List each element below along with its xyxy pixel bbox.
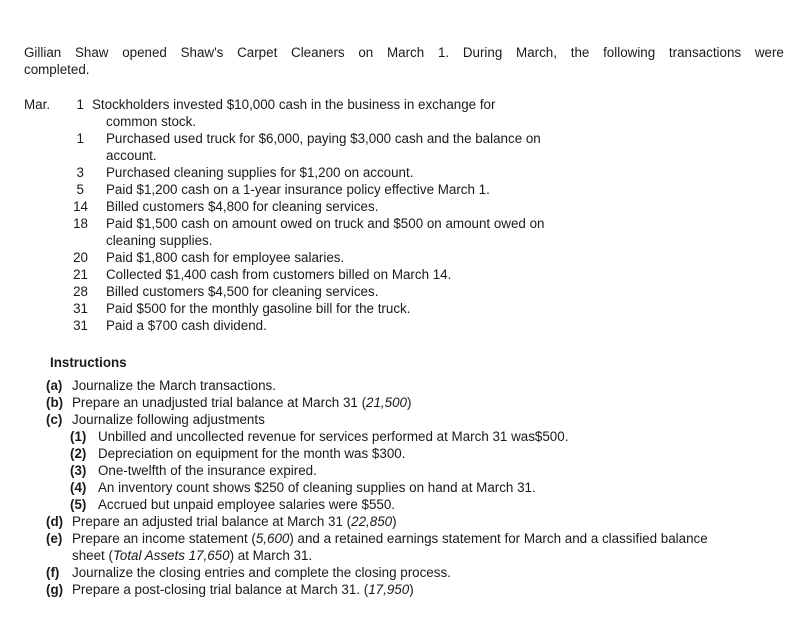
- adjustment-item: [50, 462, 317, 479]
- transaction-day: 21: [73, 267, 88, 282]
- intro-word: 1.: [437, 45, 450, 60]
- adjustment-label: (1): [70, 429, 87, 444]
- answer-hint: 17,950: [368, 582, 410, 597]
- adjustment-text: One-twelfth of the insurance expired.: [98, 463, 317, 478]
- instruction-label: (f): [46, 565, 60, 580]
- intro-word: were: [754, 45, 784, 60]
- instruction-text: Prepare a post-closing trial balance at March 31. (17,950): [72, 582, 414, 597]
- instruction-b: [46, 394, 412, 411]
- intro-word: following: [603, 45, 656, 60]
- transaction-day: 5: [76, 182, 84, 197]
- instruction-label: (a): [46, 378, 63, 393]
- transaction-day: 18: [73, 216, 88, 231]
- intro-word: March: [387, 45, 425, 60]
- intro-word: During: [462, 45, 503, 60]
- adjustment-label: (3): [70, 463, 87, 478]
- instruction-label: (d): [46, 514, 64, 529]
- instruction-text: Prepare an unadjusted trial balance at March 31 (21,500): [72, 395, 412, 410]
- instruction-text: sheet (Total Assets 17,650) at March 31.: [72, 548, 313, 563]
- adjustment-label: (4): [70, 480, 87, 495]
- intro-word: on: [358, 45, 374, 60]
- intro-word: Gillian: [24, 45, 62, 60]
- adjustments-list: [50, 428, 569, 513]
- instruction-text: Prepare an income statement (5,600) and a retained earnings statement for March and a classified balance: [72, 531, 708, 546]
- intro-word: Shaw's: [180, 45, 224, 60]
- instruction-label: (b): [46, 395, 64, 410]
- transaction-text: Paid a $700 cash dividend.: [106, 318, 267, 333]
- intro-word: Carpet: [237, 45, 278, 60]
- transaction-text: Paid $1,800 cash for employee salaries.: [106, 250, 345, 265]
- instruction-text: Prepare an adjusted trial balance at March 31 (22,850): [72, 514, 397, 529]
- transaction-text: Purchased used truck for $6,000, paying $3,000 cash and the balance on: [106, 131, 541, 146]
- instruction-f: [46, 564, 451, 581]
- adjustment-item: [50, 445, 406, 462]
- adjustment-item: [50, 496, 396, 513]
- instruction-a: [46, 377, 276, 394]
- instruction-text: Journalize the closing entries and complete the closing process.: [72, 565, 451, 580]
- adjustment-text: Accrued but unpaid employee salaries were $550.: [98, 497, 396, 512]
- instruction-text: Journalize following adjustments: [72, 412, 265, 427]
- instructions-section: [46, 354, 708, 598]
- answer-hint: 21,500: [366, 395, 407, 410]
- instruction-label: (c): [46, 412, 63, 427]
- transaction-day: 31: [73, 301, 88, 316]
- transaction-text: Billed customers $4,800 for cleaning services.: [106, 199, 379, 214]
- instruction-text: Journalize the March transactions.: [72, 378, 276, 393]
- transaction-text: Billed customers $4,500 for cleaning services.: [106, 284, 379, 299]
- adjustment-item: [50, 428, 569, 445]
- intro-word: March,: [516, 45, 557, 60]
- transaction-day: 3: [76, 165, 84, 180]
- transaction-text: Stockholders invested $10,000 cash in the business in exchange for: [92, 97, 496, 112]
- instruction-c: [46, 411, 265, 428]
- answer-hint: 22,850: [351, 514, 393, 529]
- transaction-text: common stock.: [106, 114, 197, 129]
- transaction-text: account.: [106, 148, 157, 163]
- problem-intro: [24, 44, 784, 78]
- adjustment-text: Depreciation on equipment for the month was $300.: [98, 446, 406, 461]
- transaction-text: Paid $1,500 cash on amount owed on truck and $500 on amount owed on: [106, 216, 545, 231]
- transaction-day: 31: [73, 318, 88, 333]
- instructions-heading: Instructions: [50, 355, 127, 370]
- adjustment-label: (5): [70, 497, 87, 512]
- adjustment-label: (2): [70, 446, 87, 461]
- adjustment-text: Unbilled and uncollected revenue for services performed at March 31 was$500.: [98, 429, 569, 444]
- adjustment-text: An inventory count shows $250 of cleaning supplies on hand at March 31.: [98, 480, 536, 495]
- transaction-text: cleaning supplies.: [106, 233, 213, 248]
- answer-hint: Total Assets 17,650: [112, 548, 230, 563]
- instruction-d: [46, 513, 397, 530]
- instruction-g: [46, 581, 414, 598]
- intro-word: Cleaners: [291, 45, 345, 60]
- instruction-e-line-2: [50, 547, 313, 564]
- transaction-day: 1: [76, 131, 84, 146]
- transaction-text: Paid $1,200 cash on a 1-year insurance policy effective March 1.: [106, 182, 490, 197]
- intro-word: transactions: [668, 45, 742, 60]
- transaction-day: 28: [73, 284, 88, 299]
- transaction-day: 20: [73, 250, 88, 265]
- transaction-text: Purchased cleaning supplies for $1,200 on account.: [106, 165, 414, 180]
- adjustment-item: [50, 479, 536, 496]
- intro-word: opened: [122, 45, 167, 60]
- transaction-day: 1: [76, 97, 84, 112]
- intro-word: the: [570, 45, 590, 60]
- instruction-e: [46, 530, 708, 547]
- transaction-text: Paid $500 for the monthly gasoline bill for the truck.: [106, 301, 411, 316]
- transaction-day: 14: [73, 199, 88, 214]
- intro-line-2: completed.: [24, 62, 90, 77]
- answer-hint: 5,600: [255, 531, 290, 546]
- transaction-text: Collected $1,400 cash from customers billed on March 14.: [106, 267, 452, 282]
- month-label: Mar.: [24, 97, 51, 112]
- intro-word: Shaw: [74, 45, 109, 60]
- instruction-label: (e): [46, 531, 63, 546]
- intro-line-1: [24, 44, 784, 61]
- instruction-label: (g): [46, 582, 64, 597]
